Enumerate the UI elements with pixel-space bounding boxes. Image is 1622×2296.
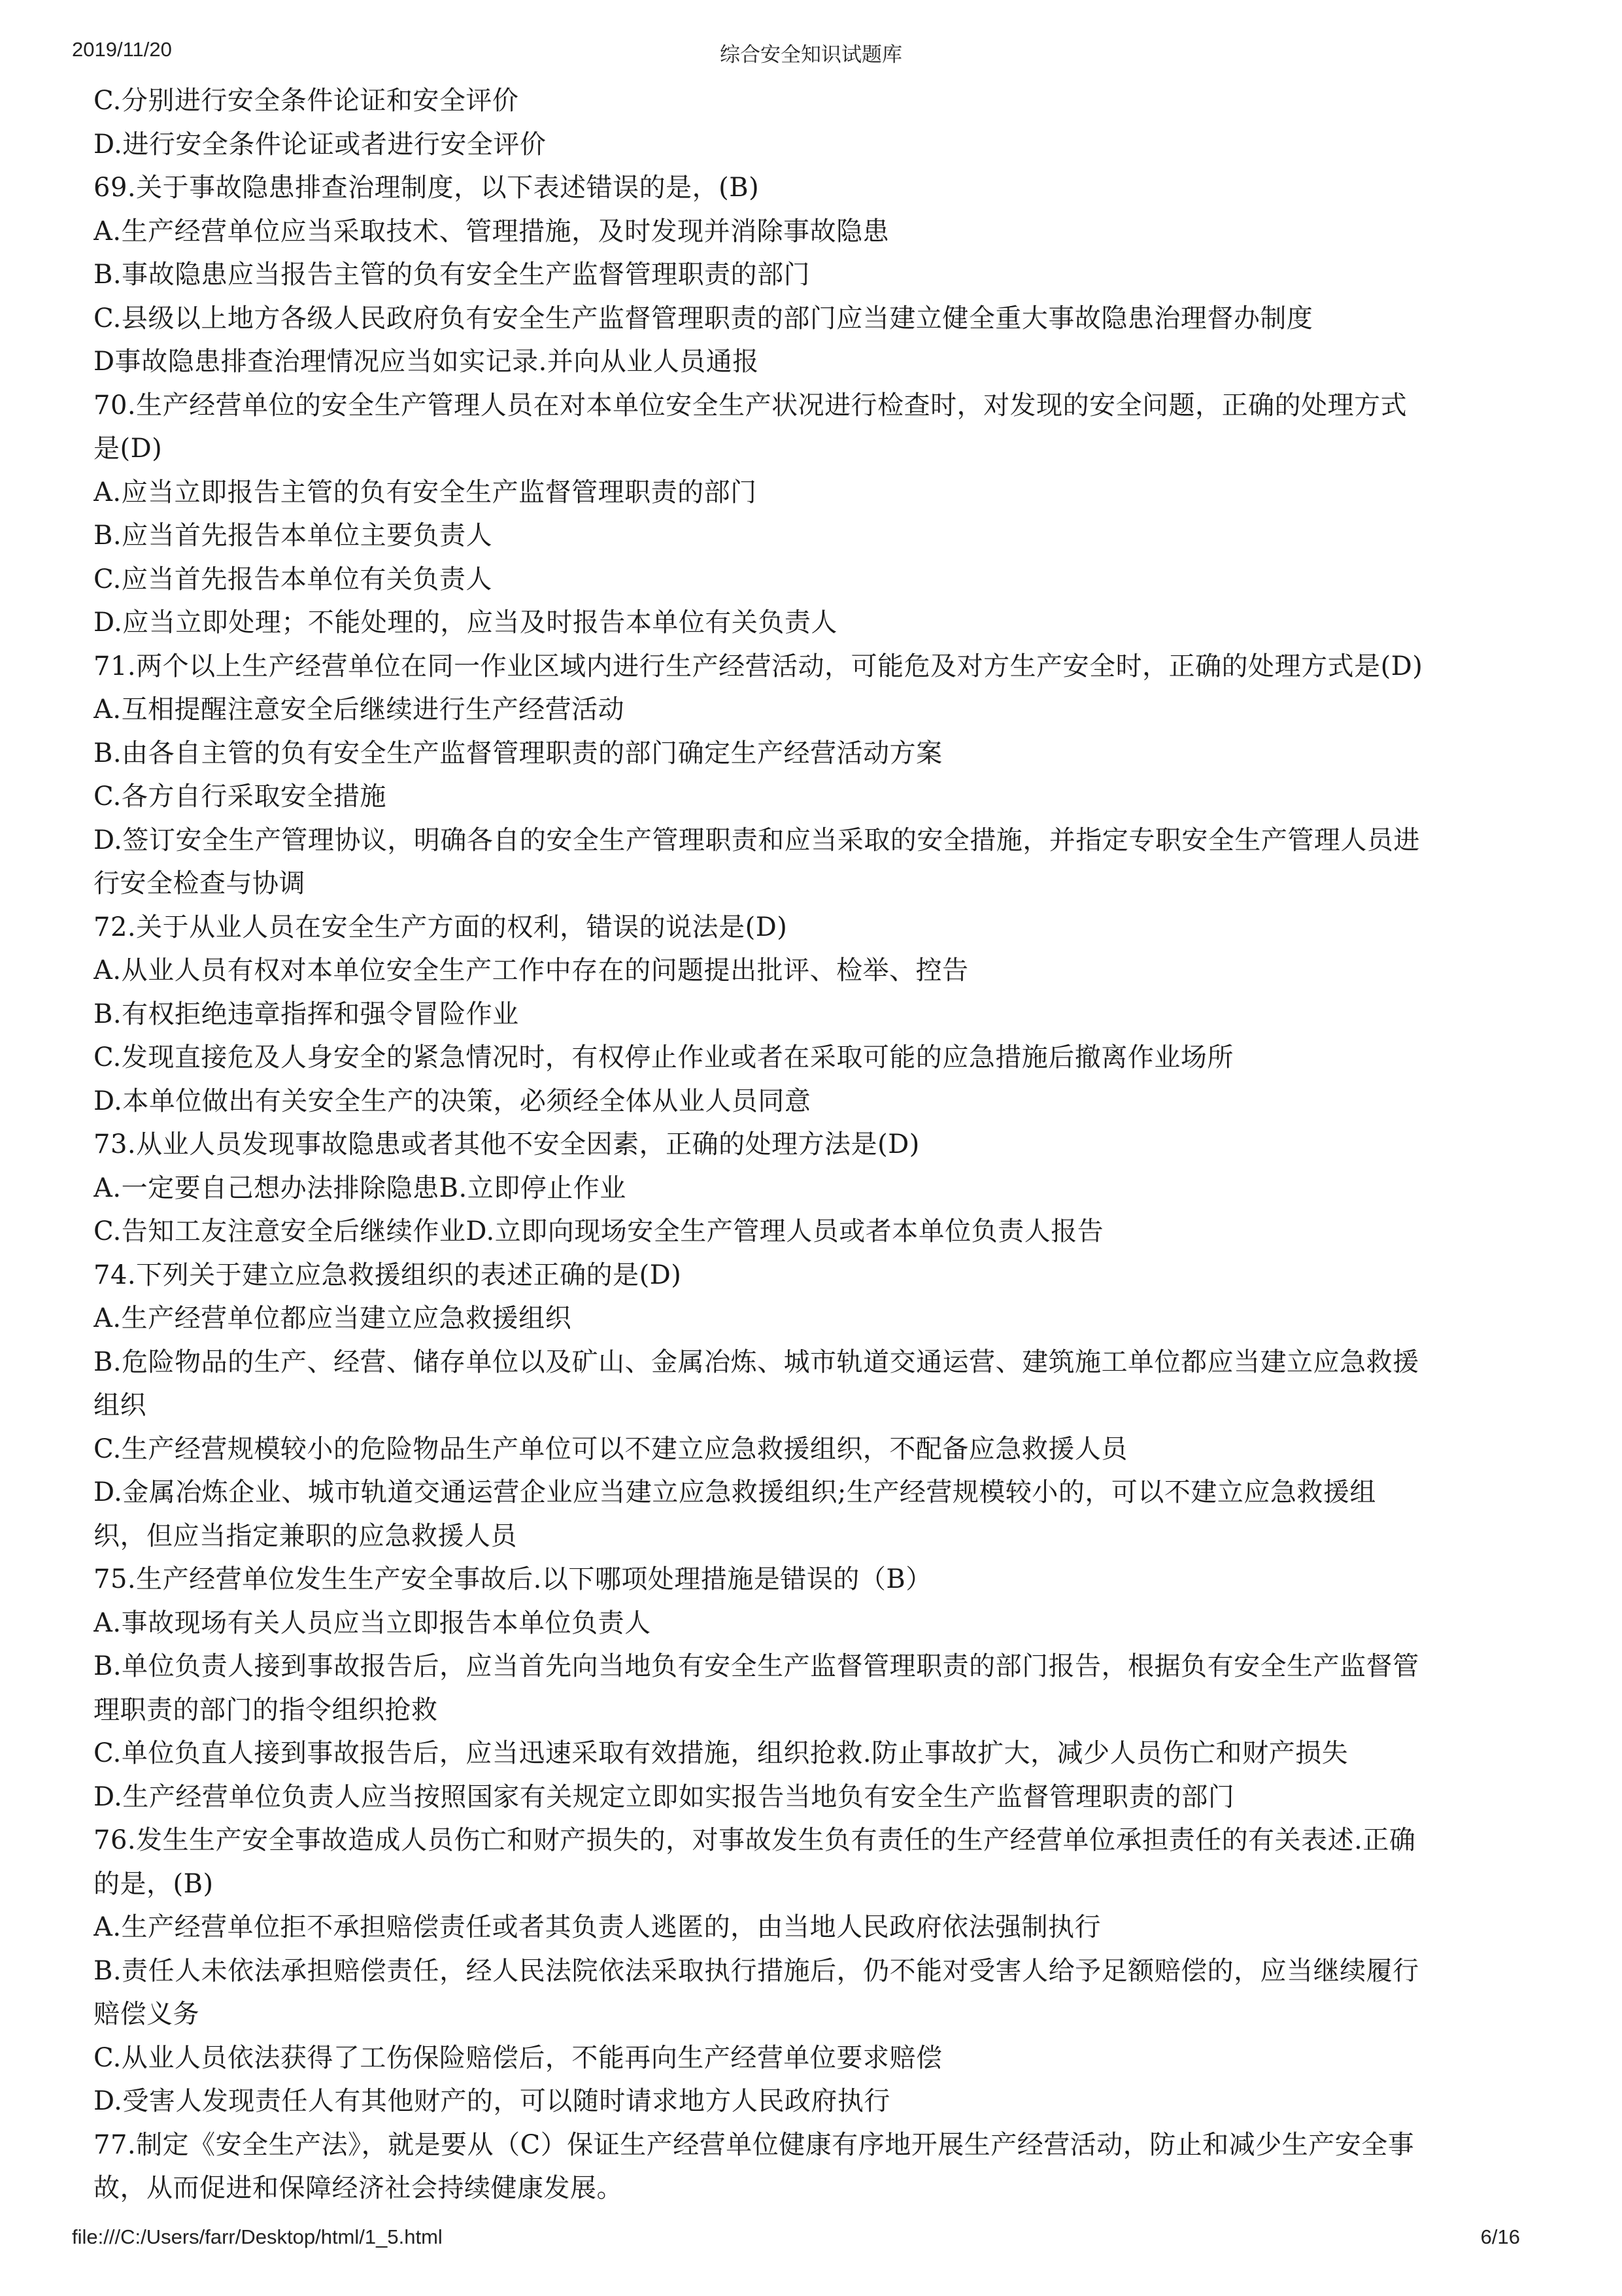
- option-line: 行安全检查与协调: [93, 868, 305, 899]
- option-line: D.应当立即处理；不能处理的，应当及时报告本单位有关负责人: [93, 608, 837, 638]
- question-line: 故，从而促进和保障经济社会持续健康发展。: [93, 2173, 623, 2203]
- footer-file-path: file:///C:/Users/farr/Desktop/html/1_5.html: [72, 2225, 443, 2248]
- footer-page-number: 6/16: [1480, 2225, 1520, 2248]
- option-line: 赔偿义务: [93, 1999, 199, 2029]
- option-line: C.应当首先报告本单位有关负责人: [93, 564, 492, 594]
- option-line: B.事故隐患应当报告主管的负有安全生产监督管理职责的部门: [93, 260, 811, 290]
- question-line: 76.发生生产安全事故造成人员伤亡和财产损失的，对事故发生负有责任的生产经营单位承担责任的有关表述.正确: [93, 1825, 1416, 1855]
- option-line: C.各方自行采取安全措施: [93, 781, 386, 812]
- option-line: D事故隐患排查治理情况应当如实记录.并向从业人员通报: [93, 347, 759, 377]
- option-line: B.责任人未依法承担赔偿责任，经人民法院依法采取执行措施后，仍不能对受害人给予足额赔偿的，应当继续履行: [93, 1955, 1419, 1986]
- option-line: D.金属冶炼企业、城市轨道交通运营企业应当建立应急救援组织;生产经营规模较小的，可以不建立应急救援组: [93, 1477, 1376, 1507]
- option-line: D.生产经营单位负责人应当按照国家有关规定立即如实报告当地负有安全生产监督管理职责的部门: [93, 1781, 1235, 1812]
- option-line: C.生产经营规模较小的危险物品生产单位可以不建立应急救援组织，不配备应急救援人员: [93, 1433, 1128, 1464]
- option-line: C.从业人员依法获得了工伤保险赔偿后，不能再向生产经营单位要求赔偿: [93, 2042, 943, 2073]
- text-line: C.分别进行安全条件论证和安全评价: [93, 86, 519, 116]
- option-line: A.应当立即报告主管的负有安全生产监督管理职责的部门: [93, 477, 757, 507]
- option-line: C.县级以上地方各级人民政府负有安全生产监督管理职责的部门应当建立健全重大事故隐患治理督办制度: [93, 303, 1313, 334]
- question-line: 73.从业人员发现事故隐患或者其他不安全因素，正确的处理方法是(D): [93, 1129, 920, 1159]
- option-line: 理职责的部门的指令组织抢救: [93, 1694, 438, 1725]
- option-line: D.受害人发现责任人有其他财产的，可以随时请求地方人民政府执行: [93, 2086, 890, 2116]
- question-line: 是(D): [93, 434, 163, 464]
- option-line: C.发现直接危及人身安全的紧急情况时，有权停止作业或者在采取可能的应急措施后撤离作业场所: [93, 1042, 1234, 1072]
- option-line: C.告知工友注意安全后继续作业D.立即向现场安全生产管理人员或者本单位负责人报告: [93, 1216, 1104, 1246]
- option-line: D.签订安全生产管理协议，明确各自的安全生产管理职责和应当采取的安全措施，并指定专职安全生产管理人员进: [93, 825, 1420, 855]
- question-line: 75.生产经营单位发生生产安全事故后.以下哪项处理措施是错误的（B）: [93, 1564, 932, 1594]
- option-line: A.生产经营单位应当采取技术、管理措施，及时发现并消除事故隐患: [93, 216, 890, 247]
- option-line: A.从业人员有权对本单位安全生产工作中存在的问题提出批评、检举、控告: [93, 955, 969, 985]
- option-line: B.由各自主管的负有安全生产监督管理职责的部门确定生产经营活动方案: [93, 738, 943, 768]
- option-line: B.应当首先报告本单位主要负责人: [93, 521, 493, 551]
- question-line: 72.关于从业人员在安全生产方面的权利，错误的说法是(D): [93, 912, 788, 942]
- question-line: 69.关于事故隐患排查治理制度，以下表述错误的是，(B): [93, 173, 760, 203]
- question-line: 77.制定《安全生产法》，就是要从（C）保证生产经营单位健康有序地开展生产经营活动，防止和减少生产安全事: [93, 2129, 1415, 2160]
- question-line: 70.生产经营单位的安全生产管理人员在对本单位安全生产状况进行检查时，对发现的安全问题，正确的处理方式: [93, 390, 1408, 420]
- question-line: 的是，(B): [93, 1868, 214, 1899]
- option-line: A.生产经营单位拒不承担赔偿责任或者其负责人逃匿的，由当地人民政府依法强制执行: [93, 1912, 1102, 1942]
- page-title: 综合安全知识试题库: [720, 43, 902, 67]
- question-line: 71.两个以上生产经营单位在同一作业区域内进行生产经营活动，可能危及对方生产安全时，正确的处理方式是(D): [93, 651, 1423, 681]
- option-line: A.互相提醒注意安全后继续进行生产经营活动: [93, 694, 625, 725]
- document-body: [93, 79, 1545, 2210]
- option-line: B.有权拒绝违章指挥和强令冒险作业: [93, 999, 519, 1029]
- option-line: C.单位负直人接到事故报告后，应当迅速采取有效措施，组织抢救.防止事故扩大，减少人员伤亡和财产损失: [93, 1738, 1349, 1768]
- option-line: 组织: [93, 1390, 146, 1420]
- text-line: D.进行安全条件论证或者进行安全评价: [93, 129, 547, 160]
- option-line: B.单位负责人接到事故报告后，应当首先向当地负有安全生产监督管理职责的部门报告，根据负有安全生产监督管: [93, 1651, 1419, 1681]
- option-line: A.事故现场有关人员应当立即报告本单位负责人: [93, 1607, 651, 1638]
- option-line: D.本单位做出有关安全生产的决策，必须经全体从业人员同意: [93, 1086, 811, 1116]
- option-line: B.危险物品的生产、经营、储存单位以及矿山、金属冶炼、城市轨道交通运营、建筑施工单位都应当建立应急救援: [93, 1346, 1419, 1377]
- option-line: A.一定要自己想办法排除隐患B.立即停止作业: [93, 1173, 626, 1203]
- header-date: 2019/11/20: [72, 38, 172, 61]
- option-line: A.生产经营单位都应当建立应急救援组织: [93, 1303, 572, 1333]
- question-line: 74.下列关于建立应急救援组织的表述正确的是(D): [93, 1259, 682, 1290]
- option-line: 织，但应当指定兼职的应急救援人员: [93, 1520, 517, 1551]
